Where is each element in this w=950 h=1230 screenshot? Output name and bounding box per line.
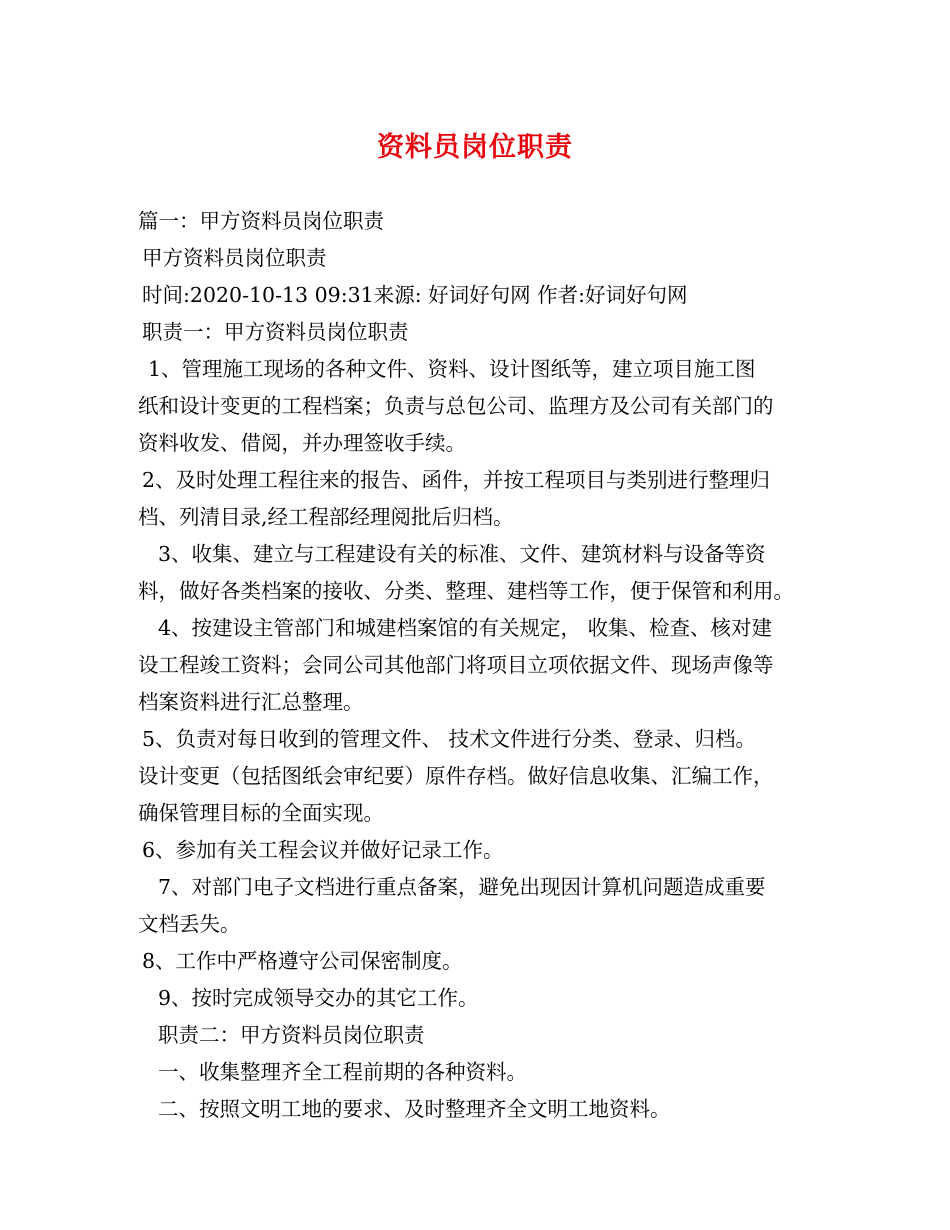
paragraph-line: 资料收发、借阅，并办理签收手续。 [138, 431, 466, 455]
paragraph-line: 6、参加有关工程会议并做好记录工作。 [142, 838, 504, 862]
paragraph-line: 纸和设计变更的工程档案；负责与总包公司、监理方及公司有关部门的 [138, 394, 774, 418]
paragraph-line: 7、对部门电子文档进行重点备案，避免出现因计算机问题造成重要 [158, 875, 766, 899]
paragraph-line: 料，做好各类档案的接收、分类、整理、建档等工作，便于保管和利用。 [138, 579, 794, 603]
paragraph-line: 文档丢失。 [138, 912, 241, 936]
document-title: 资料员岗位职责 [377, 132, 573, 163]
paragraph-line: 5、负责对每日收到的管理文件、 技术文件进行分类、登录、归档。 [142, 727, 757, 751]
paragraph-line: 档、列清目录,经工程部经理阅批后归档。 [138, 505, 514, 529]
paragraph-line: 档案资料进行汇总整理。 [138, 690, 364, 714]
section-heading: 篇一：甲方资料员岗位职责 [138, 209, 384, 233]
paragraph-line: 2、及时处理工程往来的报告、函件，并按工程项目与类别进行整理归 [142, 468, 771, 492]
duty-heading: 职责一：甲方资料员岗位职责 [142, 320, 409, 344]
paragraph-line: 4、按建设主管部门和城建档案馆的有关规定， 收集、检查、核对建 [158, 616, 773, 640]
paragraph-line: 二、按照文明工地的要求、及时整理齐全文明工地资料。 [158, 1097, 671, 1121]
paragraph-line: 设计变更（包括图纸会审纪要）原件存档。做好信息收集、汇编工作， [138, 764, 774, 788]
paragraph-line: 1、管理施工现场的各种文件、资料、设计图纸等，建立项目施工图 [148, 357, 756, 381]
duty-heading: 职责二：甲方资料员岗位职责 [158, 1023, 425, 1047]
paragraph-line: 一、收集整理齐全工程前期的各种资料。 [158, 1060, 527, 1084]
paragraph-line: 3、收集、建立与工程建设有关的标准、文件、建筑材料与设备等资 [158, 542, 766, 566]
document-body [138, 203, 828, 1128]
meta-line: 时间:2020-10-13 09:31来源: 好词好句网 作者:好词好句网 [142, 283, 688, 307]
paragraph-line: 8、工作中严格遵守公司保密制度。 [142, 949, 463, 973]
subheading: 甲方资料员岗位职责 [142, 246, 327, 270]
paragraph-line: 9、按时完成领导交办的其它工作。 [158, 986, 479, 1010]
paragraph-line: 设工程竣工资料；会同公司其他部门将项目立项依据文件、现场声像等 [138, 653, 774, 677]
paragraph-line: 确保管理目标的全面实现。 [138, 801, 384, 825]
